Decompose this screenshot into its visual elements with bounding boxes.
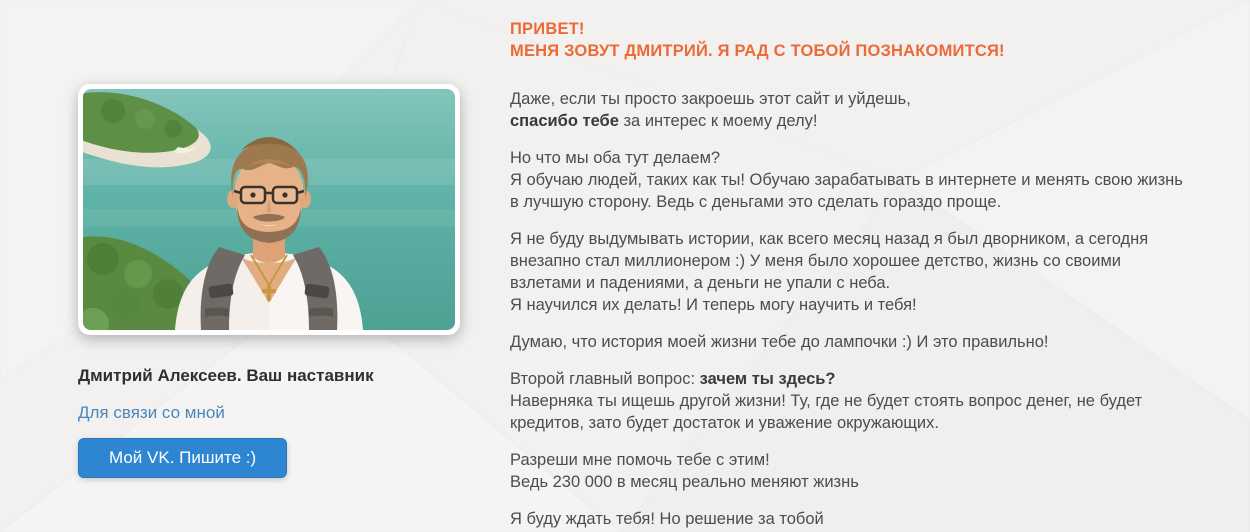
paragraph: Я не буду выдумывать истории, как всего месяц назад я был дворником, а сегодня внезапно стал миллионером :) У меня было хорошее детство, жизнь со своими взлетами и падениями, а деньги не упали с неба. Я научился их делать! И теперь могу научить и тебя! bbox=[510, 230, 1149, 314]
paragraph: Думаю, что история моей жизни тебе до лампочки :) И это правильно! bbox=[510, 333, 1049, 351]
intro-text-block bbox=[510, 18, 1210, 532]
vk-button[interactable]: Мой VK. Пишите :) bbox=[78, 438, 287, 478]
paragraph: Я буду ждать тебя! Но решение за тобой bbox=[510, 510, 824, 528]
contact-link[interactable]: Для связи со мной bbox=[78, 403, 225, 422]
intro-paragraphs bbox=[510, 88, 1210, 530]
mentor-photo-illustration bbox=[83, 89, 455, 330]
intro-heading-line1: ПРИВЕТ! bbox=[510, 20, 585, 38]
paragraph: Но что мы оба тут делаем? Я обучаю людей, таких как ты! Обучаю зарабатывать в интернете и менять свою жизнь в лучшую сторону. Ведь с деньгами это сделать гораздо проще. bbox=[510, 149, 1183, 211]
paragraph: Даже, если ты просто закроешь этот сайт и уйдешь, спасибо тебе за интерес к моему делу! bbox=[510, 90, 911, 130]
mentor-name: Дмитрий Алексеев. Ваш наставник bbox=[78, 366, 374, 385]
intro-heading-line2: МЕНЯ ЗОВУТ ДМИТРИЙ. Я РАД С ТОБОЙ ПОЗНАКОМИТСЯ! bbox=[510, 42, 1005, 60]
mentor-profile-card bbox=[78, 84, 460, 478]
intro-heading bbox=[510, 18, 1210, 62]
paragraph: Разреши мне помочь тебе с этим! Ведь 230 000 в месяц реально меняют жизнь bbox=[510, 451, 859, 491]
mentor-photo bbox=[78, 84, 460, 335]
paragraph: Второй главный вопрос: зачем ты здесь? Наверняка ты ищешь другой жизни! Ту, где не будет стоять вопрос денег, не будет кредитов, зато будет достаток и уважение окружающих. bbox=[510, 370, 1143, 432]
